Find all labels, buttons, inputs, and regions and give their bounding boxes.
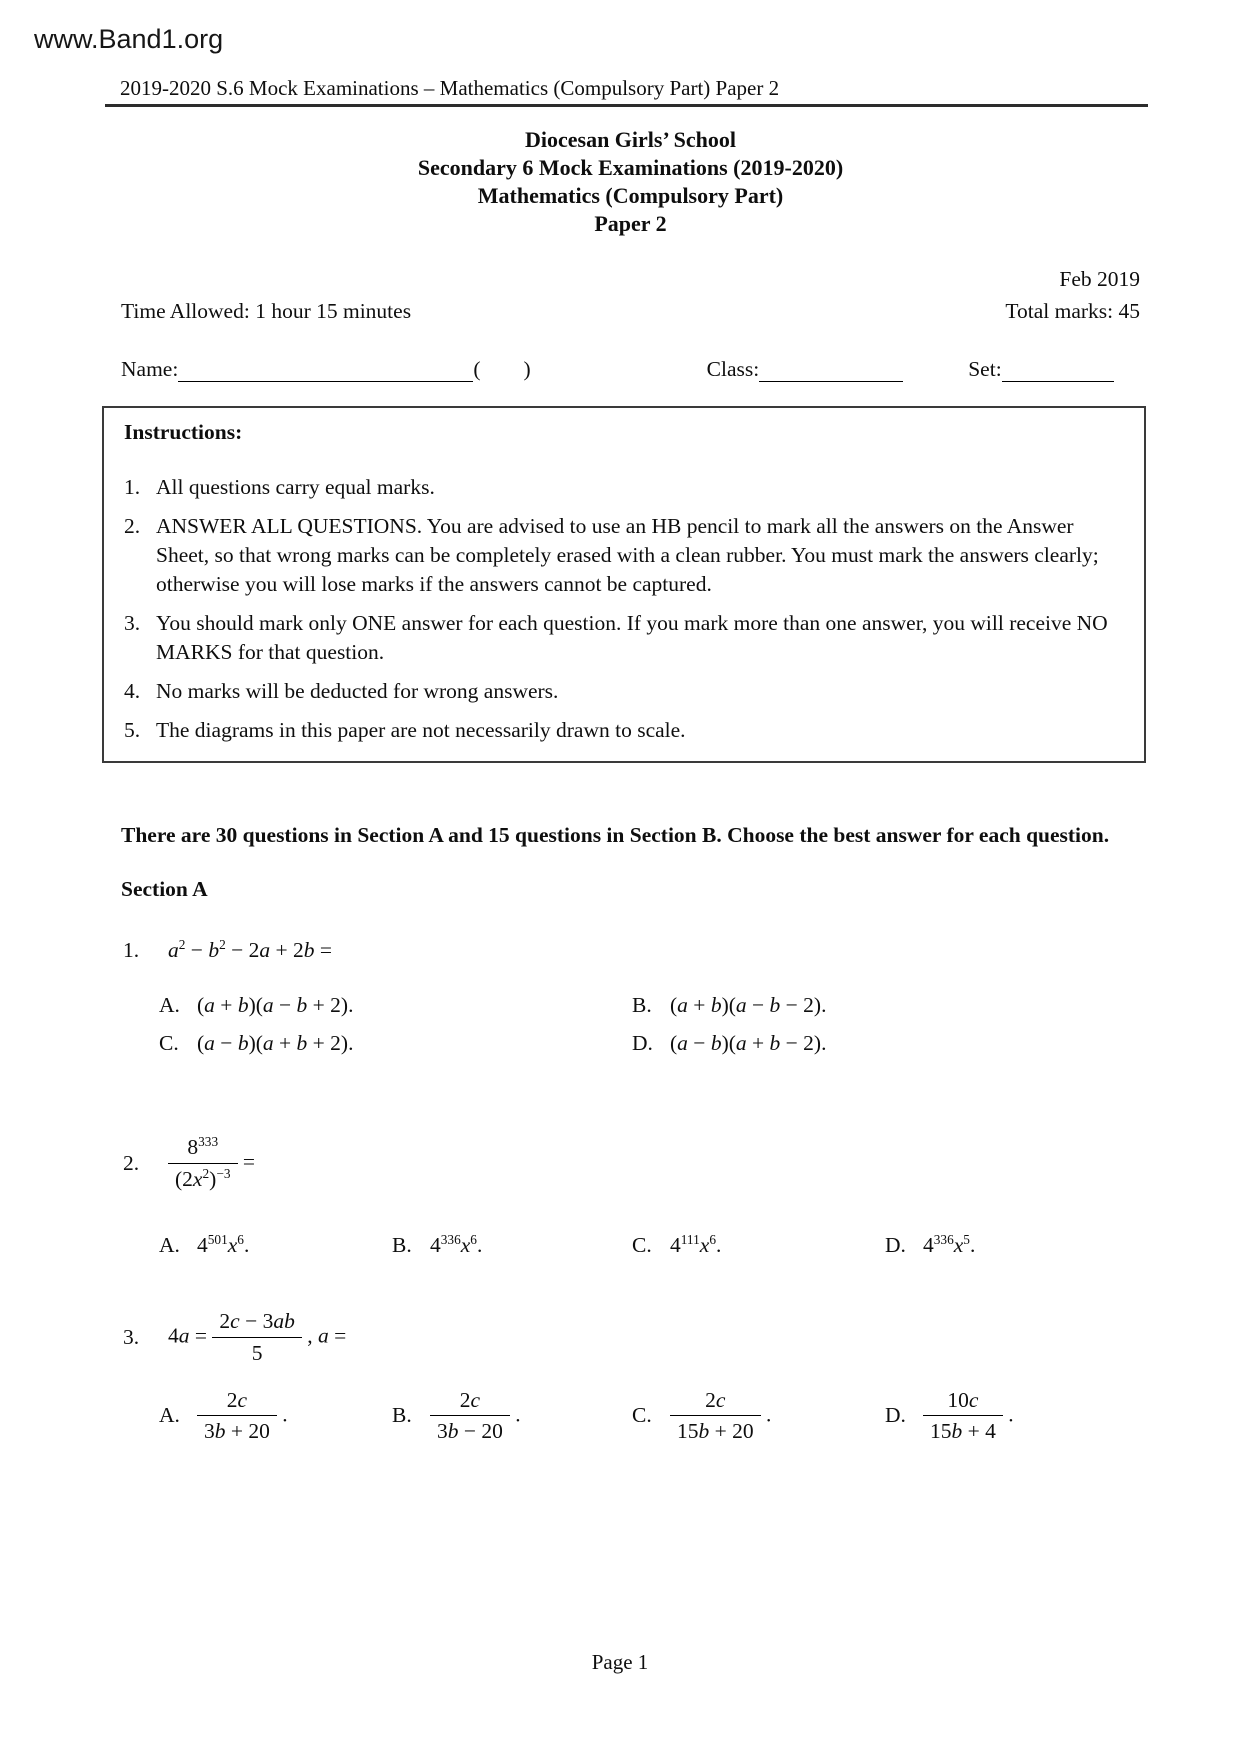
question-1-options [121, 993, 1140, 1056]
set-blank [1002, 356, 1114, 382]
intro-text: There are 30 questions in Section A and 15 questions in Section B. Choose the best answer for each question. [121, 823, 1110, 847]
question-number: 3. [123, 1324, 140, 1349]
question-2-options [121, 1233, 1140, 1258]
option-expression: $4^{111}x^6$. [670, 1231, 722, 1257]
instruction-text: The diagrams in this paper are not necessarily drawn to scale. [156, 718, 686, 742]
question-stem: $\frac{8^{333}}{(2x^2)^{-3}}$ = [168, 1134, 255, 1193]
option-label: D. [632, 1031, 653, 1055]
time-marks-row [121, 299, 1140, 324]
question-stem: 4a = $\frac{2c - 3ab}{5}$ , a = [168, 1308, 347, 1365]
option-a [159, 1387, 392, 1446]
option-expression: (a − b)(a + b − 2). [670, 1031, 827, 1055]
set-label: Set: [968, 357, 1002, 381]
page-footer: Page 1 [591, 1650, 649, 1674]
instruction-item [124, 512, 1124, 599]
instruction-number: 3. [124, 611, 141, 635]
question-3 [121, 1308, 1140, 1367]
option-label: D. [885, 1232, 906, 1257]
exam-title: Secondary 6 Mock Examinations (2019-2020) [417, 155, 844, 180]
question-number: 1. [123, 938, 140, 962]
option-label: A. [159, 1232, 180, 1257]
option-a [159, 993, 632, 1018]
instruction-number: 4. [124, 679, 141, 703]
option-d [885, 1387, 1140, 1446]
page-content [0, 76, 1240, 1445]
question-1 [121, 938, 1140, 963]
option-expression: $4^{336}x^5$. [923, 1231, 976, 1257]
question-2 [121, 1134, 1140, 1193]
option-expression: $\frac{2c}{15b + 20}$ . [670, 1387, 771, 1446]
total-marks: Total marks: 45 [1005, 299, 1140, 323]
option-label: C. [632, 1403, 652, 1428]
title-block [121, 126, 1140, 238]
instructions-title: Instructions: [124, 420, 243, 444]
time-allowed: Time Allowed: 1 hour 15 minutes [121, 299, 412, 323]
option-label: A. [159, 993, 180, 1017]
option-b [632, 993, 1140, 1018]
option-label: C. [159, 1031, 179, 1055]
option-expression: $\frac{2c}{3b + 20}$ . [197, 1387, 288, 1446]
instruction-number: 5. [124, 718, 141, 742]
instructions-box [102, 406, 1146, 763]
instruction-text: ANSWER ALL QUESTIONS. You are advised to use an HB pencil to mark all the answers on the Answer Sheet, so that wrong marks can be completely erased with a clean rubber. You must mark the answers clearly; otherwise you will lose marks if the answers cannot be captured. [156, 514, 1099, 596]
option-d [885, 1233, 1140, 1258]
instruction-item [124, 716, 1124, 745]
option-c [632, 1233, 885, 1258]
option-label: B. [392, 1403, 412, 1428]
paper-title: Paper 2 [594, 211, 667, 236]
name-paren: ( ) [473, 357, 531, 381]
option-c [632, 1387, 885, 1446]
option-expression: $\frac{10c}{15b + 4}$ . [923, 1387, 1014, 1446]
instruction-number: 1. [124, 475, 141, 499]
instruction-number: 2. [124, 514, 141, 538]
exam-date: Feb 2019 [1059, 267, 1140, 291]
name-blank [178, 356, 473, 382]
option-label: A. [159, 1403, 180, 1428]
subject-title: Mathematics (Compulsory Part) [477, 183, 784, 208]
question-stem: $a^2 - b^2 - 2a + 2b$ = [168, 936, 333, 962]
option-label: B. [632, 993, 652, 1017]
option-b [392, 1387, 632, 1446]
name-label: Name: [121, 357, 179, 381]
watermark: www.Band1.org [34, 24, 224, 54]
instructions-list [124, 473, 1124, 745]
option-label: C. [632, 1232, 652, 1257]
school-name: Diocesan Girls’ School [524, 127, 737, 152]
option-expression: (a − b)(a + b + 2). [197, 1031, 354, 1055]
question-number: 2. [123, 1150, 140, 1175]
option-expression: $\frac{2c}{3b - 20}$ . [430, 1387, 521, 1446]
option-a [159, 1233, 392, 1258]
instruction-text: All questions carry equal marks. [156, 475, 435, 499]
option-expression: (a + b)(a − b − 2). [670, 993, 827, 1017]
option-c [159, 1031, 632, 1056]
option-b [392, 1233, 632, 1258]
instruction-item [124, 609, 1124, 667]
question-3-options [121, 1387, 1140, 1446]
class-blank [759, 356, 903, 382]
instruction-item [124, 677, 1124, 706]
option-expression: $4^{501}x^6$. [197, 1231, 250, 1257]
option-expression: $4^{336}x^6$. [430, 1231, 483, 1257]
option-expression: (a + b)(a − b + 2). [197, 993, 354, 1017]
name-row [121, 356, 1140, 382]
section-a-title: Section A [121, 877, 208, 901]
instruction-text: No marks will be deducted for wrong answers. [156, 679, 559, 703]
running-title: 2019-2020 S.6 Mock Examinations – Mathematics (Compulsory Part) Paper 2 [105, 76, 1148, 107]
instruction-text: You should mark only ONE answer for each question. If you mark more than one answer, you will receive NO MARKS for that question. [156, 611, 1108, 664]
option-d [632, 1031, 1140, 1056]
option-label: D. [885, 1403, 906, 1428]
class-label: Class: [706, 357, 760, 381]
instruction-item [124, 473, 1124, 502]
option-label: B. [392, 1232, 412, 1257]
